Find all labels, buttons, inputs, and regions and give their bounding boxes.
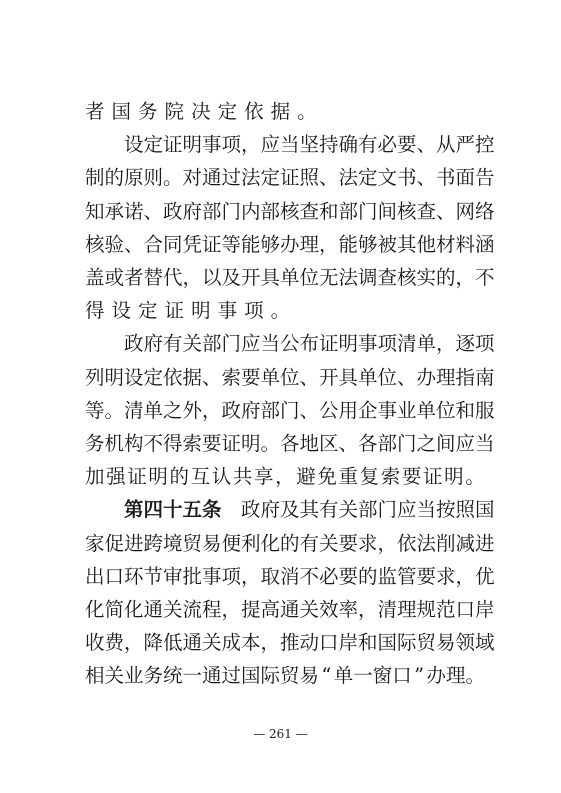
text-line: 核 验 、 合 同 凭 证 等 能 够 办 理 ， 能 够 被 其 他 材 料 涵 [85,232,495,256]
text-line: 列 明 设 定 依 据 、 索 要 单 位 、 开 具 单 位 、 办 理 指 南 [85,365,495,389]
text-line: 第 四 十 五 条 政 府 及 其 有 关 部 门 应 当 按 照 国 [124,498,495,522]
text-line: 出 口 环 节 审 批 事 项 ， 取 消 不 必 要 的 监 管 要 求 ， 优 [85,564,495,588]
page-number: — 261 — [253,727,308,741]
text-line: 加 强 证 明 的 互 认 共 享 ， 避 免 重 复 索 要 证 明 。 [85,465,485,489]
text-line: 化 简 化 通 关 流 程 ， 提 高 通 关 效 率 ， 清 理 规 范 口 岸 [85,598,495,621]
text-line: 设 定 证 明 事 项 ， 应 当 坚 持 确 有 必 要 、 从 严 控 [124,133,495,157]
text-line: 收 费 ， 降 低 通 关 成 本 ， 推 动 口 岸 和 国 际 贸 易 领 域 [85,631,495,655]
text-line: 家 促 进 跨 境 贸 易 便 利 化 的 有 关 要 求 ， 依 法 削 减 进 [85,531,495,555]
text-line: 制 的 原 则 。 对 通 过 法 定 证 照 、 法 定 文 书 、 书 面 告 [85,166,495,190]
text-line: 得 设 定 证 明 事 项 。 [85,299,291,323]
text-line: 政 府 有 关 部 门 应 当 公 布 证 明 事 项 清 单 ， 逐 项 [124,332,495,356]
text-line: 者 国 务 院 决 定 依 据 。 [85,100,317,123]
text-line: 务 机 构 不 得 索 要 证 明 。 各 地 区 、 各 部 门 之 间 应 当 [85,432,495,455]
text-line: 相 关 业 务 统 一 通 过 国 际 贸 易 “ 单 一 窗 口 ” 办 理 。 [85,664,486,688]
text-line: 盖 或 者 替 代 ， 以 及 开 具 单 位 无 法 调 查 核 实 的 ， 不 [85,266,495,289]
text-line: 等 。 清 单 之 外 ， 政 府 部 门 、 公 用 企 事 业 单 位 和 服 [85,398,495,422]
text-line: 知 承 诺 、 政 府 部 门 内 部 核 查 和 部 门 间 核 查 、 网 络 [85,199,495,223]
